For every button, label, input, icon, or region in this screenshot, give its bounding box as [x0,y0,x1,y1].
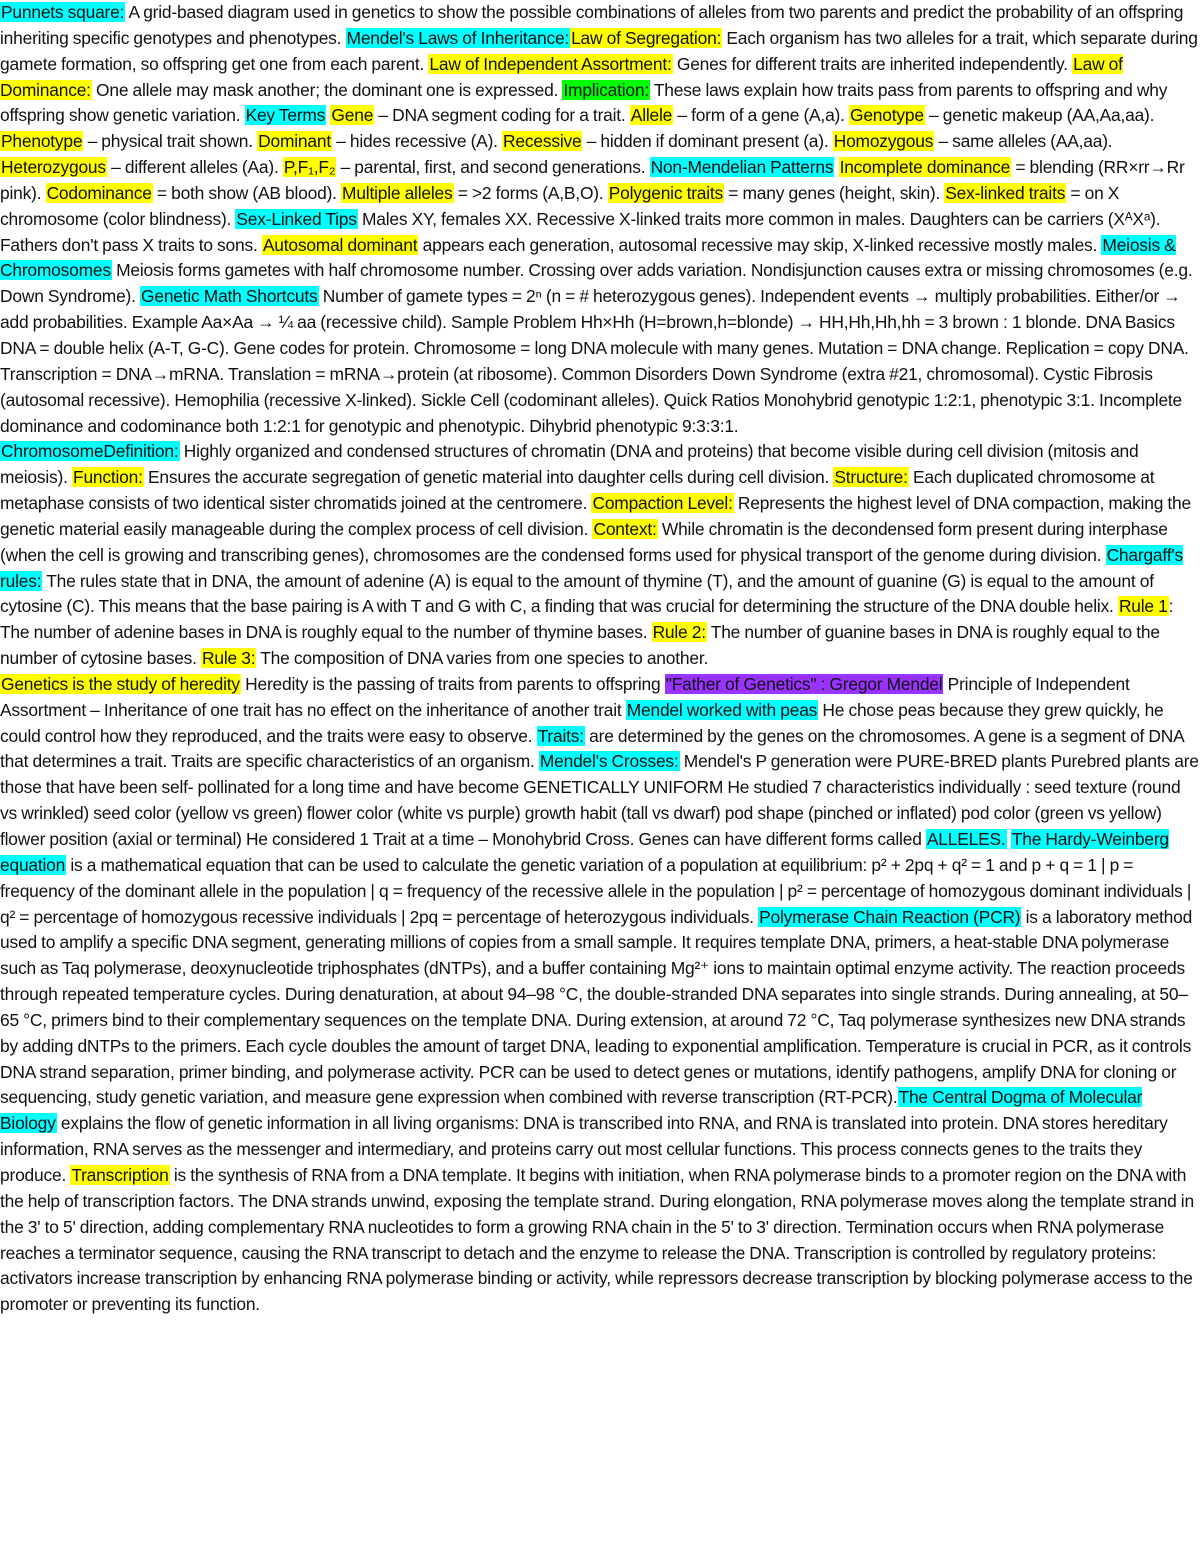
highlighted-term: Implication: [563,79,649,100]
body-text: = on X chromosome (color blindness). [0,182,1120,229]
body-text: appears each generation, autosomal recessive may skip, X-linked recessive mostly males. [418,234,1102,255]
body-text: Heredity is the passing of traits from parents to offspring [240,673,665,694]
highlighted-term: Law of Independent Assortment: [429,53,672,74]
highlighted-term: Allele [630,105,673,126]
body-text: – parental, first, and second generations. [336,157,650,178]
highlighted-term: Structure: [834,467,908,488]
body-text: A grid-based diagram used in genetics to show the possible combinations of alleles from two parents and predict the probability of an offspring inheriting specific genotypes and phenotypes. [0,2,1184,48]
body-text: : The number of adenine bases in DNA is roughly equal to the number of thymine bases. [0,596,1174,643]
body-text: – DNA segment coding for a trait. [374,105,630,126]
body-text: The number of guanine bases in DNA is roughly equal to the number of cytosine bases. [0,622,1160,669]
highlighted-term: Genetics is the study of heredity [1,673,240,694]
highlighted-term: Context: [593,518,657,539]
highlighted-term: Compaction Level: [592,493,733,514]
body-text: Highly organized and condensed structures of chromatin (DNA and proteins) that become visible during cell division (mitosis and meiosis). [0,441,1139,488]
body-text: – hides recessive (A). [331,131,503,152]
body-text: These laws explain how traits pass from parents to offspring and why offspring show genetic variation. [0,79,1168,126]
body-text: = blending (RR×rr→Rr pink). [0,157,1185,203]
highlighted-term: Polymerase Chain Reaction (PCR) [759,906,1021,927]
highlighted-term: The Hardy-Weinberg equation [0,829,1169,875]
highlighted-term: Function: [73,467,143,488]
highlighted-term: Heterozygous [1,157,106,178]
body-text: Ensures the accurate segregation of genetic material into daughter cells during cell division. [143,467,834,488]
highlighted-term: Mendel's Crosses: [539,751,679,772]
highlighted-term: P,F₁,F₂ [283,157,336,178]
body-text: – physical trait shown. [83,131,258,152]
chromosome-paragraph [0,439,1200,672]
highlighted-term: "Father of Genetics" : Gregor Mendel [665,673,943,694]
body-text: Number of gamete types = 2ⁿ (n = # heterozygous genes). Independent events → multiply probabilities. Either/or → add probabilities. Example Aa×Aa → ¼ aa (recessive child). Sample Problem Hh×Hh (H=brown,h=blonde) → HH,Hh,Hh,hh = 3 brown : 1 blonde. DNA Basics DNA = double helix (A-T, G-C). Gene codes for protein. Chromosome = long DNA molecule with many genes. Mutation = DNA change. Replication = copy DNA. Transcription = DNA→mRNA. Translation = mRNA→protein (at ribosome). Common Disorders Down Syndrome (extra #21, chromosomal). Cystic Fibrosis (autosomal recessive). Hemophilia (recessive X-linked). Sickle Cell (codominant alleles). Quick Ratios Monohybrid genotypic 1:2:1, phenotypic 3:1. Incomplete dominance and codominance both 1:2:1 for genotypic and phenotypic. Dihybrid phenotypic 9:3:3:1. [0,286,1189,436]
highlighted-term: Genotype [850,105,924,126]
highlighted-term: Multiple alleles [342,182,453,203]
body-text: Mendel's P generation were PURE-BRED plants Purebred plants are those that have been self- pollinated for a long time and have become GENETICALLY UNIFORM He studied 7 characteristics individually : seed texture (round vs wrinkled) seed color (yellow vs green) flower color (white vs purple) growth habit (tall vs dwarf) pod shape (pinched or inflated) pod color (green vs yellow) flower position (axial or terminal) He considered 1 Trait at a time – Monohybrid Cross. Genes can have different forms called [0,751,1199,849]
body-text: The rules state that in DNA, the amount of adenine (A) is equal to the amount of thymine (T), and the amount of guanine (G) is equal to the amount of cytosine (C). This means that the base pairing is A with T and G with C, a finding that was crucial for determining the structure of the DNA double helix. [0,570,1154,617]
body-text: Represents the highest level of DNA compaction, making the genetic material easily manageable during the complex process of cell division. [0,493,1192,539]
highlighted-term: Gene [331,105,374,126]
highlighted-term: Rule 1 [1118,596,1168,617]
highlighted-term: Dominant [258,131,331,152]
body-text: is the synthesis of RNA from a DNA template. It begins with initiation, when RNA polymerase binds to a promoter region on the DNA with the help of transcription factors. The DNA strands unwind, exposing the template strand. During elongation, RNA polymerase moves along the template strand in the 3' to 5' direction, adding complementary RNA nucleotides to form a growing RNA chain in the 5' to 3' direction. Termination occurs when RNA polymerase reaches a terminator sequence, causing the RNA transcript to detach and the enzyme to release the DNA. Transcription is controlled by regulatory proteins: activators increase transcription by enhancing RNA polymerase binding or activity, while repressors decrease transcription by blocking polymerase access to the promoter or preventing its function. [0,1164,1194,1315]
highlighted-term: Sex-Linked Tips [236,208,357,229]
genetics-basics-paragraph [0,0,1200,439]
body-text: = >2 forms (A,B,O). [453,182,608,203]
body-text: = both show (AB blood). [152,182,342,203]
body-text [834,157,838,177]
highlighted-term: Mendel worked with peas [626,699,818,720]
highlighted-term: Transcription [71,1164,169,1185]
highlighted-term: Phenotype [1,131,83,152]
highlighted-term: Incomplete dominance [839,157,1011,178]
body-text: is a mathematical equation that can be used to calculate the genetic variation of a population at equilibrium: p² + 2pq + q² = 1 and p + q = 1 | p = frequency of the dominant allele in the population | q = frequency of the recessive allele in the population | p² = percentage of homozygous dominant individuals | q² = percentage of homozygous recessive individuals | 2pq = percentage of heterozygous individuals. [0,854,1192,927]
body-text: Each organism has two alleles for a trait, which separate during gamete formation, so offspring get one from each parent. [0,27,1198,74]
highlighted-term: Key Terms [245,105,326,126]
body-text: One allele may mask another; the dominant one is expressed. [91,79,563,100]
body-text: He chose peas because they grew quickly, he could control how they reproduced, and the traits were easy to observe. [0,699,1164,746]
body-text: Each duplicated chromosome at metaphase consists of two identical sister chromatids joined at the centromere. [0,467,1155,514]
highlighted-term: Polygenic traits [608,182,724,203]
body-text: explains the flow of genetic information in all living organisms: DNA is transcribed into RNA, and RNA is translated into protein. DNA stores hereditary information, RNA serves as the messenger and intermediary, and proteins carry out most cellular functions. This process connects genes to the traits they produce. [0,1113,1168,1185]
body-text: – hidden if dominant present (a). [582,131,833,152]
body-text: – different alleles (Aa). [106,157,283,178]
highlighted-term: Law of Dominance: [0,53,1123,100]
body-text: are determined by the genes on the chromosomes. A gene is a segment of DNA that determines a trait. Traits are specific characteristics of an organism. [0,725,1184,772]
body-text: = many genes (height, skin). [724,182,945,203]
highlighted-term: Meiosis & Chromosomes [0,234,1176,281]
body-text: – form of a gene (A,a). [673,105,849,126]
body-text: – genetic makeup (AA,Aa,aa). [924,105,1155,126]
highlighted-term: The Central Dogma of Molecular Biology [0,1087,1143,1134]
highlighted-term: Non-Mendelian Patterns [650,157,834,178]
body-text: While chromatin is the decondensed form present during interphase (when the cell is growing and transcribing genes), chromosomes are the condensed forms used for physical transport of the genome during division. [0,518,1168,565]
body-text: The composition of DNA varies from one species to another. [256,648,709,669]
highlighted-term: Sex-linked traits [945,182,1066,203]
highlighted-term: Homozygous [833,131,934,152]
highlighted-term: Traits: [537,725,584,746]
highlighted-term: Punnets square: [1,2,125,22]
highlighted-term: ALLELES. [926,829,1006,849]
body-text: is a laboratory method used to amplify a specific DNA segment, generating millions of copies from a small sample. It requires template DNA, primers, a heat-stable DNA polymerase such as Taq polymerase, deoxynucleotide triphosphates (dNTPs), and a buffer containing Mg²⁺ ions to maintain optimal enzyme activity. The reaction proceeds through repeated temperature cycles. During denaturation, at about 94–98 °C, the double-stranded DNA separates into single strands. During annealing, at 50–65 °C, primers bind to their complementary sequences on the template DNA. During extension, at around 72 °C, Taq polymerase synthesizes new DNA strands by adding dNTPs to the primers. Each cycle doubles the amount of target DNA, leading to exponential amplification. Temperature is crucial in PCR, as it controls DNA strand separation, primer binding, and polymerase activity. PCR can be used to detect genes or mutations, identify pathogens, amplify DNA for cloning or sequencing, study genetic variation, and measure gene expression when combined with reverse transcription (RT-PCR). [0,906,1193,1108]
highlighted-term: Codominance [46,182,152,203]
highlighted-term: Genetic Math Shortcuts [141,286,318,307]
highlighted-term: Law of Segregation: [571,27,722,48]
highlighted-term: Rule 2: [652,622,706,643]
highlighted-term: Rule 3: [202,648,256,669]
body-text: Males XY, females XX. Recessive X-linked traits more common in males. Daughters can be carriers (XᴬXᵃ). Fathers don't pass X traits to sons. [0,208,1161,255]
body-text: Principle of Independent Assortment – Inheritance of one trait has no effect on the inheritance of another trait [0,673,1130,720]
highlighted-term: ChromosomeDefinition: [1,441,179,462]
highlighted-term: Chargaff's rules: [0,544,1183,591]
body-text: Meiosis forms gametes with half chromosome number. Crossing over adds variation. Nondisjunction causes extra or missing chromosomes (e.g. Down Syndrome). [0,260,1193,307]
heredity-paragraph [0,672,1200,1318]
highlighted-term: Autosomal dominant [262,234,418,255]
highlighted-term: Mendel's Laws of Inheritance: [346,27,570,48]
body-text: – same alleles (AA,aa). [934,131,1113,152]
highlighted-term: Recessive [503,131,582,152]
body-text: Genes for different traits are inherited independently. [672,53,1073,74]
